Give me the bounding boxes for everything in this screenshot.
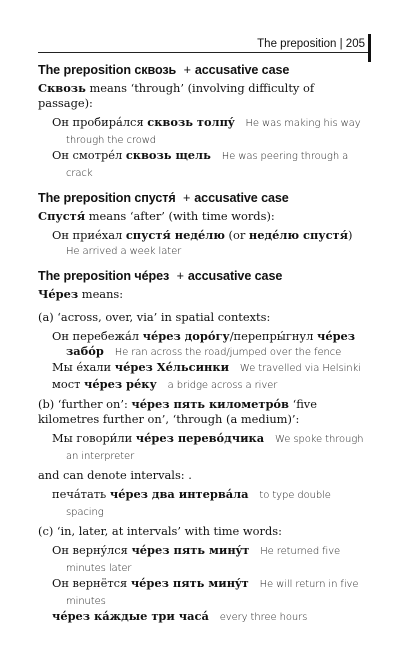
- header-thumb-rule: [368, 34, 371, 62]
- desc-skvoz: [38, 81, 366, 111]
- example-russian-bold: чéрез перевóдчика: [135, 431, 265, 445]
- example-gloss: He was peering through a crack: [66, 151, 349, 179]
- heading-spustya: [38, 191, 366, 205]
- desc-cherez: [38, 287, 366, 302]
- example-russian: Мы éхали: [52, 360, 112, 374]
- example-russian-bold: недéлю спустя́: [248, 228, 348, 242]
- example-cherez-c1: [52, 543, 366, 576]
- example-skvoz-1: [52, 115, 366, 148]
- example-russian-bold: чéрез дорóгу: [142, 329, 230, 343]
- heading-russian: спустя́: [134, 191, 176, 205]
- heading-cherez: [38, 269, 366, 283]
- example-russian-bold: спустя́ недéлю: [125, 228, 225, 242]
- example-russian: Он приéхал: [52, 228, 123, 242]
- desc-russian: Чéрез: [38, 287, 79, 301]
- subsection-a-label: (a) ‘across, over, via’ in spatial contexts:: [38, 310, 271, 324]
- example-gloss: He ran across the road/jumped over the fence: [114, 346, 342, 358]
- example-russian-bold: сквозь щель: [125, 148, 211, 162]
- example-gloss: a bridge across a river: [167, 379, 278, 391]
- heading-skvoz: [38, 63, 366, 77]
- example-gloss: We spoke through an interpreter: [66, 434, 364, 462]
- example-russian: мост: [52, 376, 81, 391]
- example-russian: Мы говори́ли: [52, 431, 133, 445]
- example-russian: печáтать: [52, 487, 107, 501]
- example-gloss: He returned five minutes later: [66, 546, 341, 574]
- example-russian-bold: чéрез кáждые три часá: [52, 609, 209, 623]
- example-cherez-b1: [52, 431, 366, 464]
- example-skvoz-2: [52, 148, 366, 181]
- running-header: [38, 32, 368, 53]
- heading-text: The preposition: [38, 63, 131, 77]
- heading-plus: +: [183, 191, 191, 205]
- example-russian: ): [348, 228, 353, 242]
- heading-case: accusative case: [194, 191, 289, 205]
- example-cherez-c2: [52, 576, 366, 609]
- example-cherez-a1: [52, 329, 366, 360]
- example-russian: Он вернýлся: [52, 543, 128, 557]
- header-title: The preposition | 205: [257, 38, 365, 50]
- example-cherez-int1: [52, 487, 366, 520]
- desc-english: means ‘after’ (with time words):: [88, 209, 275, 223]
- desc-russian: Сквозь: [38, 81, 86, 95]
- example-cherez-c3: [52, 609, 366, 626]
- subsection-b-label: [38, 397, 366, 427]
- example-gloss: to type double spacing: [66, 490, 331, 518]
- desc-english: means ‘through’ (involving difficulty of passage):: [38, 81, 315, 110]
- heading-text: The preposition: [38, 191, 131, 205]
- example-gloss: He will return in five minutes: [66, 579, 359, 607]
- heading-case: accusative case: [194, 63, 290, 77]
- example-russian: Он вернётся: [52, 576, 128, 590]
- example-russian: Он пробирáлся: [52, 115, 144, 129]
- example-cherez-a2: [52, 360, 366, 377]
- page-content: [38, 63, 366, 626]
- example-russian-bold: чéрез пять минýт: [130, 576, 249, 590]
- example-cherez-a3: [52, 377, 366, 394]
- heading-russian: сквозь: [134, 63, 177, 77]
- example-russian: /перепры́гнул: [229, 329, 314, 343]
- example-russian-bold: чéрез забóр: [66, 329, 356, 358]
- heading-case: accusative case: [187, 269, 283, 283]
- example-gloss: He arrived a week later: [66, 245, 182, 257]
- example-russian-bold: чéрез Хéльсинки: [114, 360, 230, 374]
- subsection-c-label: (c) ‘in, later, at intervals’ with time words:: [38, 524, 282, 538]
- example-russian-bold: чéрез пять минýт: [131, 543, 250, 557]
- example-gloss: We travelled via Helsinki: [239, 363, 361, 374]
- example-spustya-1: [52, 228, 366, 259]
- example-russian: (or: [228, 228, 246, 242]
- example-russian-bold: сквозь толпý: [147, 115, 235, 129]
- heading-text: The preposition: [38, 269, 131, 283]
- intervals-label: and can denote intervals: .: [38, 468, 192, 482]
- heading-russian: чéрез: [134, 269, 170, 283]
- subsection-russian-bold: чéрез пять километрóв: [131, 397, 289, 411]
- example-gloss: He was making his way through the crowd: [66, 118, 361, 146]
- example-russian: Он перебежáл: [52, 329, 140, 343]
- subsection-text: ‘five kilometres further on’, ‘through (a medium)’:: [38, 397, 317, 426]
- heading-plus: +: [183, 63, 191, 77]
- example-russian: Он смотрéл: [52, 148, 123, 162]
- desc-russian: Спустя́: [38, 209, 86, 223]
- example-russian-bold: чéрез два интервáла: [109, 487, 249, 501]
- subsection-text: (b) ‘further on’:: [38, 397, 128, 411]
- heading-plus: +: [176, 269, 184, 283]
- example-gloss: every three hours: [219, 612, 308, 623]
- desc-english: means:: [81, 287, 124, 301]
- example-russian-bold: чéрез рéку: [84, 376, 157, 391]
- desc-spustya: [38, 209, 366, 224]
